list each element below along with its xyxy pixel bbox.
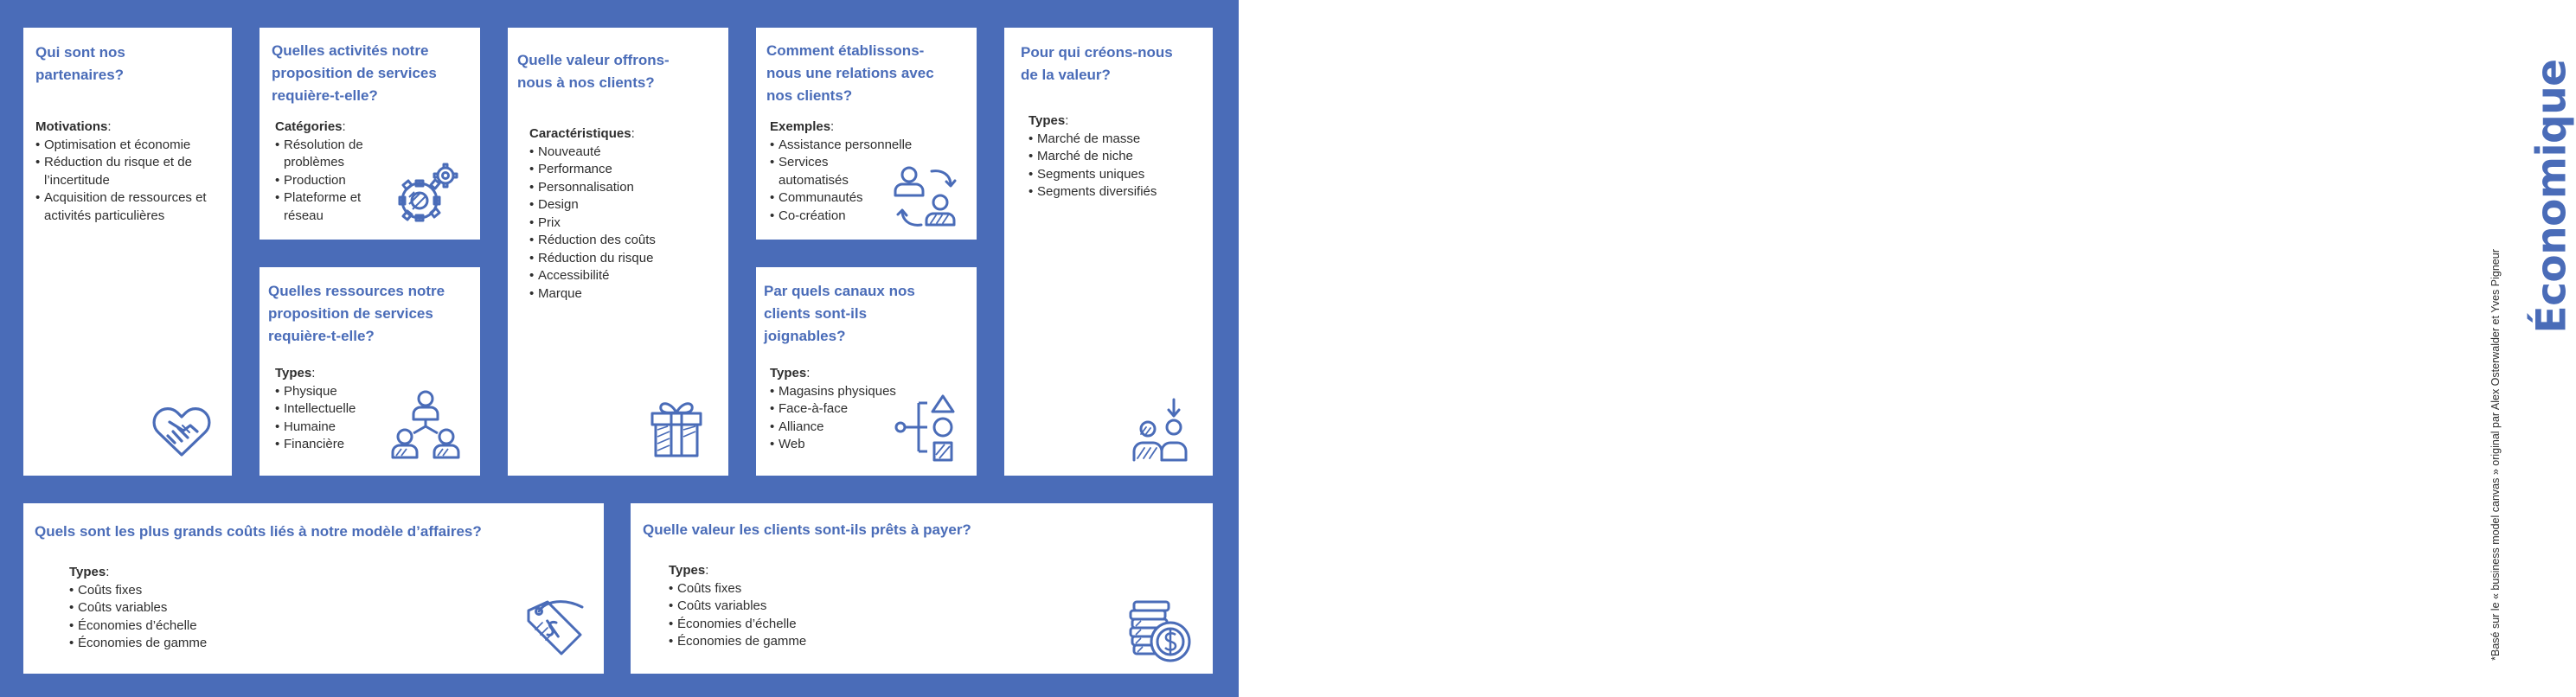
sidebar bbox=[1239, 0, 2576, 697]
value-section: Caractéristiques: • Nouveauté • Performance • Personnalisation • Design • Prix • Réduction des coûts • Réduction du risque • Accessibilité • Marque bbox=[529, 125, 724, 303]
list-item: • Segments uniques bbox=[1028, 166, 1206, 184]
list-item: • Nouveauté bbox=[529, 144, 724, 162]
list-item: • Segments diversifiés bbox=[1028, 183, 1206, 201]
list-item: • Communautés bbox=[770, 189, 943, 208]
channels-category: Types bbox=[770, 366, 807, 380]
list-item: • Production bbox=[275, 172, 388, 190]
list-item: • Marché de masse bbox=[1028, 131, 1206, 149]
relations-section: Exemples: • Assistance personnelle • Services automatisés • Communautés • Co-création bbox=[770, 118, 943, 225]
list-item: • Financière bbox=[275, 436, 388, 454]
list-item: • Acquisition de ressources et activités particulières bbox=[35, 189, 227, 225]
list-item: • Web bbox=[770, 436, 917, 454]
list-item: • Marque bbox=[529, 285, 724, 304]
list-item: • Économies de gamme bbox=[69, 635, 294, 653]
list-item: • Résolution de problèmes bbox=[275, 137, 388, 172]
segments-section: Types: • Marché de masse • Marché de niche • Segments uniques • Segments diversifiés bbox=[1028, 112, 1206, 201]
list-item: • Alliance bbox=[770, 419, 917, 437]
costs-card bbox=[23, 503, 604, 674]
handshake-icon bbox=[151, 403, 212, 458]
price-tag-icon bbox=[522, 597, 587, 659]
list-item: • Services automatisés bbox=[770, 154, 862, 189]
revenue-section: Types: • Coûts fixes • Coûts variables • Économies d’échelle • Économies de gamme bbox=[669, 562, 894, 651]
list-item: • Physique bbox=[275, 383, 388, 401]
partners-question: Qui sont nos partenaires? bbox=[35, 44, 125, 83]
list-item: • Prix bbox=[529, 214, 724, 233]
team-hierarchy-icon bbox=[389, 388, 462, 463]
costs-category: Types bbox=[69, 565, 106, 579]
segments-list bbox=[1028, 131, 1206, 201]
list-item: • Personnalisation bbox=[529, 179, 724, 197]
activities-category: Catégories bbox=[275, 119, 343, 134]
list-item: • Performance bbox=[529, 161, 724, 179]
list-item: • Économies d’échelle bbox=[69, 617, 294, 636]
list-item: • Accessibilité bbox=[529, 267, 724, 285]
revenue-category: Types bbox=[669, 563, 706, 578]
resources-question: Quelles ressources notre proposition de services requière-t-elle? bbox=[268, 283, 445, 344]
list-item: • Réduction du risque bbox=[529, 250, 724, 268]
list-item: • Plateforme et réseau bbox=[275, 189, 388, 225]
activities-question: Quelles activités notre proposition de services requière-t-elle? bbox=[272, 42, 437, 104]
list-item: • Réduction des coûts bbox=[529, 232, 724, 250]
relations-category: Exemples bbox=[770, 119, 831, 134]
channels-question: Par quels canaux nos clients sont-ils joignables? bbox=[764, 283, 915, 344]
business-model-canvas bbox=[0, 0, 1239, 697]
segments-category: Types bbox=[1028, 113, 1066, 128]
list-item: • Coûts fixes bbox=[69, 582, 294, 600]
channels-shapes-icon bbox=[893, 391, 962, 464]
list-item: • Coûts variables bbox=[669, 598, 894, 616]
resources-list bbox=[275, 383, 388, 454]
channels-section: Types: • Magasins physiques • Face-à-face • Alliance • Web bbox=[770, 365, 917, 454]
list-item: • Face-à-face bbox=[770, 400, 917, 419]
list-item: • Assistance personnelle bbox=[770, 137, 943, 155]
resources-card bbox=[260, 267, 480, 476]
revenue-list bbox=[669, 580, 894, 651]
value-list bbox=[529, 144, 724, 304]
list-item: • Marché de niche bbox=[1028, 148, 1206, 166]
value-category: Caractéristiques bbox=[529, 126, 631, 141]
coins-stack-icon bbox=[1127, 598, 1193, 662]
costs-question: Quels sont les plus grands coûts liés à notre modèle d’affaires? bbox=[35, 523, 482, 540]
gears-icon bbox=[394, 159, 463, 228]
list-item: • Magasins physiques bbox=[770, 383, 917, 401]
list-item: • Économies d’échelle bbox=[669, 616, 894, 634]
segments-card bbox=[1004, 28, 1213, 476]
relations-card bbox=[756, 28, 977, 240]
activities-section: Catégories: • Résolution de problèmes • Production • Plateforme et réseau bbox=[275, 118, 388, 225]
list-item: • Co-création bbox=[770, 208, 943, 226]
page-title: Économique bbox=[2528, 59, 2576, 334]
value-question: Quelle valeur offrons-nous à nos clients? bbox=[517, 52, 670, 91]
partners-category: Motivations bbox=[35, 119, 108, 134]
relations-question: Comment établissons-nous une relations avec nos clients? bbox=[766, 42, 934, 104]
channels-card bbox=[756, 267, 977, 476]
activities-card bbox=[260, 28, 480, 240]
list-item: • Réduction du risque et de l’incertitude bbox=[35, 154, 227, 189]
partners-section: Motivations: • Optimisation et économie • Réduction du risque et de l’incertitude • Acquisition de ressources et activités particulières bbox=[35, 118, 227, 225]
value-card bbox=[508, 28, 728, 476]
costs-section: Types: • Coûts fixes • Coûts variables • Économies d’échelle • Économies de gamme bbox=[69, 564, 294, 653]
resources-category: Types bbox=[275, 366, 312, 380]
resources-section: Types: • Physique • Intellectuelle • Humaine • Financière bbox=[275, 365, 388, 454]
list-item: • Coûts fixes bbox=[669, 580, 894, 598]
partners-card bbox=[23, 28, 232, 476]
partners-list bbox=[35, 137, 227, 226]
list-item: • Économies de gamme bbox=[669, 633, 894, 651]
gift-icon bbox=[649, 399, 704, 459]
costs-list bbox=[69, 582, 294, 653]
revenue-question: Quelle valeur les clients sont-ils prêts à payer? bbox=[643, 521, 971, 538]
list-item: • Intellectuelle bbox=[275, 400, 388, 419]
activities-list bbox=[275, 137, 388, 226]
list-item: • Design bbox=[529, 196, 724, 214]
revenue-card bbox=[631, 503, 1213, 674]
customer-segment-icon bbox=[1129, 398, 1195, 464]
list-item: • Humaine bbox=[275, 419, 388, 437]
people-exchange-icon bbox=[892, 164, 961, 228]
list-item: • Optimisation et économie bbox=[35, 137, 227, 155]
segments-question: Pour qui créons-nous de la valeur? bbox=[1021, 44, 1173, 83]
list-item: • Coûts variables bbox=[69, 599, 294, 617]
attribution-note: *Basé sur le « business model canvas » original par Alex Osterwalder et Yves Pigneur bbox=[2489, 249, 2502, 661]
